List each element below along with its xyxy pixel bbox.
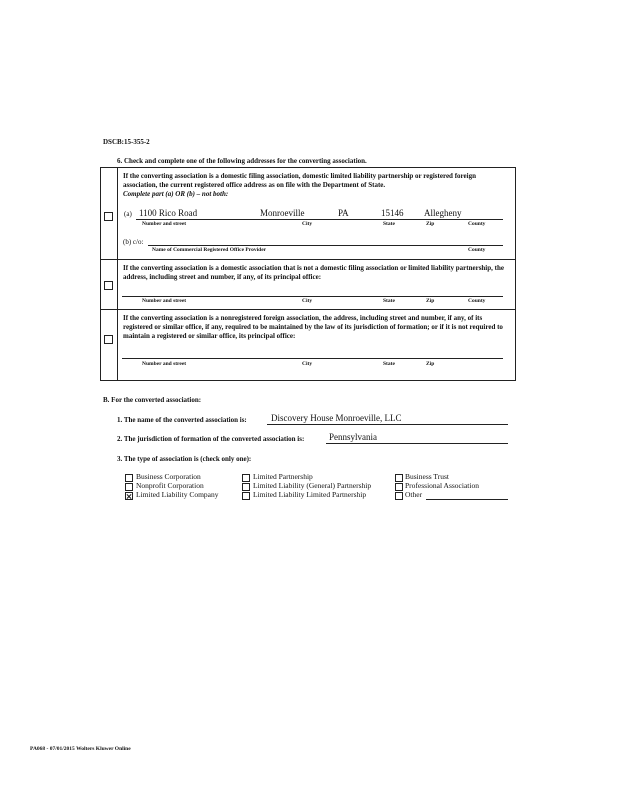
label-city: City xyxy=(302,221,313,227)
option-part2-checkbox[interactable] xyxy=(104,281,113,290)
option-part3-checkbox[interactable] xyxy=(104,335,113,344)
item6-heading: 6. Check and complete one of the following addresses for the converting association. xyxy=(117,157,367,165)
llc-label: Limited Liability Company xyxy=(136,490,219,499)
part-a-label: (a) xyxy=(124,210,132,218)
county-value: Allegheny xyxy=(424,208,462,218)
label-zip: Zip xyxy=(426,221,435,227)
city-value: Monroeville xyxy=(260,208,305,218)
label-street: Number and street xyxy=(142,221,187,227)
footer-text: PA068 - 07/01/2015 Wolters Kluwer Online xyxy=(30,746,131,752)
p3-label-state: State xyxy=(383,361,395,367)
p2-label-state: State xyxy=(383,298,395,304)
section-b-heading: B. For the converted association: xyxy=(103,396,202,404)
state-value: PA xyxy=(338,208,349,218)
part1-note: Complete part (a) OR (b) – not both: xyxy=(123,190,229,198)
limited-partnership-checkbox[interactable] xyxy=(242,474,250,482)
label-state: State xyxy=(383,221,395,227)
llc-checkbox-checked[interactable] xyxy=(125,492,133,500)
p2-label-street: Number and street xyxy=(142,298,187,304)
q1-label: 1. The name of the converted association is: xyxy=(117,416,247,424)
other-checkbox[interactable] xyxy=(395,492,403,500)
nonprofit-corp-label: Nonprofit Corporation xyxy=(136,481,204,490)
limited-partnership-label: Limited Partnership xyxy=(253,472,313,481)
llgp-checkbox[interactable] xyxy=(242,483,250,491)
label-county: County xyxy=(468,221,486,227)
lllp-checkbox[interactable] xyxy=(242,492,250,500)
professional-assoc-label: Professional Association xyxy=(405,481,479,490)
other-label: Other xyxy=(405,490,423,499)
part-b-label: (b) c/o: xyxy=(123,238,144,246)
business-trust-label: Business Trust xyxy=(405,472,449,481)
q3-label: 3. The type of association is (check only one): xyxy=(117,455,252,463)
business-corp-label: Business Corporation xyxy=(136,472,201,481)
professional-assoc-checkbox[interactable] xyxy=(395,483,403,491)
converted-name-value: Discovery House Monroeville, LLC xyxy=(271,413,402,423)
nonprofit-corp-checkbox[interactable] xyxy=(125,483,133,491)
other-line xyxy=(426,499,508,500)
llgp-label: Limited Liability (General) Partnership xyxy=(253,481,372,490)
street-value: 1100 Rico Road xyxy=(139,208,198,218)
option-part1-checkbox[interactable] xyxy=(104,212,113,221)
p3-label-zip: Zip xyxy=(426,361,435,367)
part1-text: If the converting association is a domestic filing association, domestic limited liability partnership or registered foreign association, the current registered office address as on file with the Department of State. xyxy=(123,172,476,189)
business-trust-checkbox[interactable] xyxy=(395,474,403,482)
p3-label-city: City xyxy=(302,361,313,367)
part2-text: If the converting association is a domestic association that is not a domestic filing association or limited liability partnership, the address, including street and number, if any, of its principal office: xyxy=(123,264,504,281)
doc-code: DSCB:15-355-2 xyxy=(103,138,150,146)
p2-label-zip: Zip xyxy=(426,298,435,304)
p2-label-city: City xyxy=(302,298,313,304)
business-corp-checkbox[interactable] xyxy=(125,474,133,482)
part3-text: If the converting association is a nonregistered foreign association, the address, including street and number, if any, of its registered or similar office, if any, required to be maintained by the law of its jurisdiction of formation; or if it is not required to maintain a registered or similar office, its principal office: xyxy=(123,314,503,340)
p2-label-county: County xyxy=(468,298,486,304)
part-b-county: County xyxy=(468,247,486,253)
part-b-sublabel: Name of Commercial Registered Office Provider xyxy=(152,247,267,253)
zip-value: 15146 xyxy=(381,208,404,218)
p3-label-street: Number and street xyxy=(142,361,187,367)
jurisdiction-value: Pennsylvania xyxy=(329,432,377,442)
lllp-label: Limited Liability Limited Partnership xyxy=(253,490,367,499)
q2-label: 2. The jurisdiction of formation of the converted association is: xyxy=(117,435,305,443)
